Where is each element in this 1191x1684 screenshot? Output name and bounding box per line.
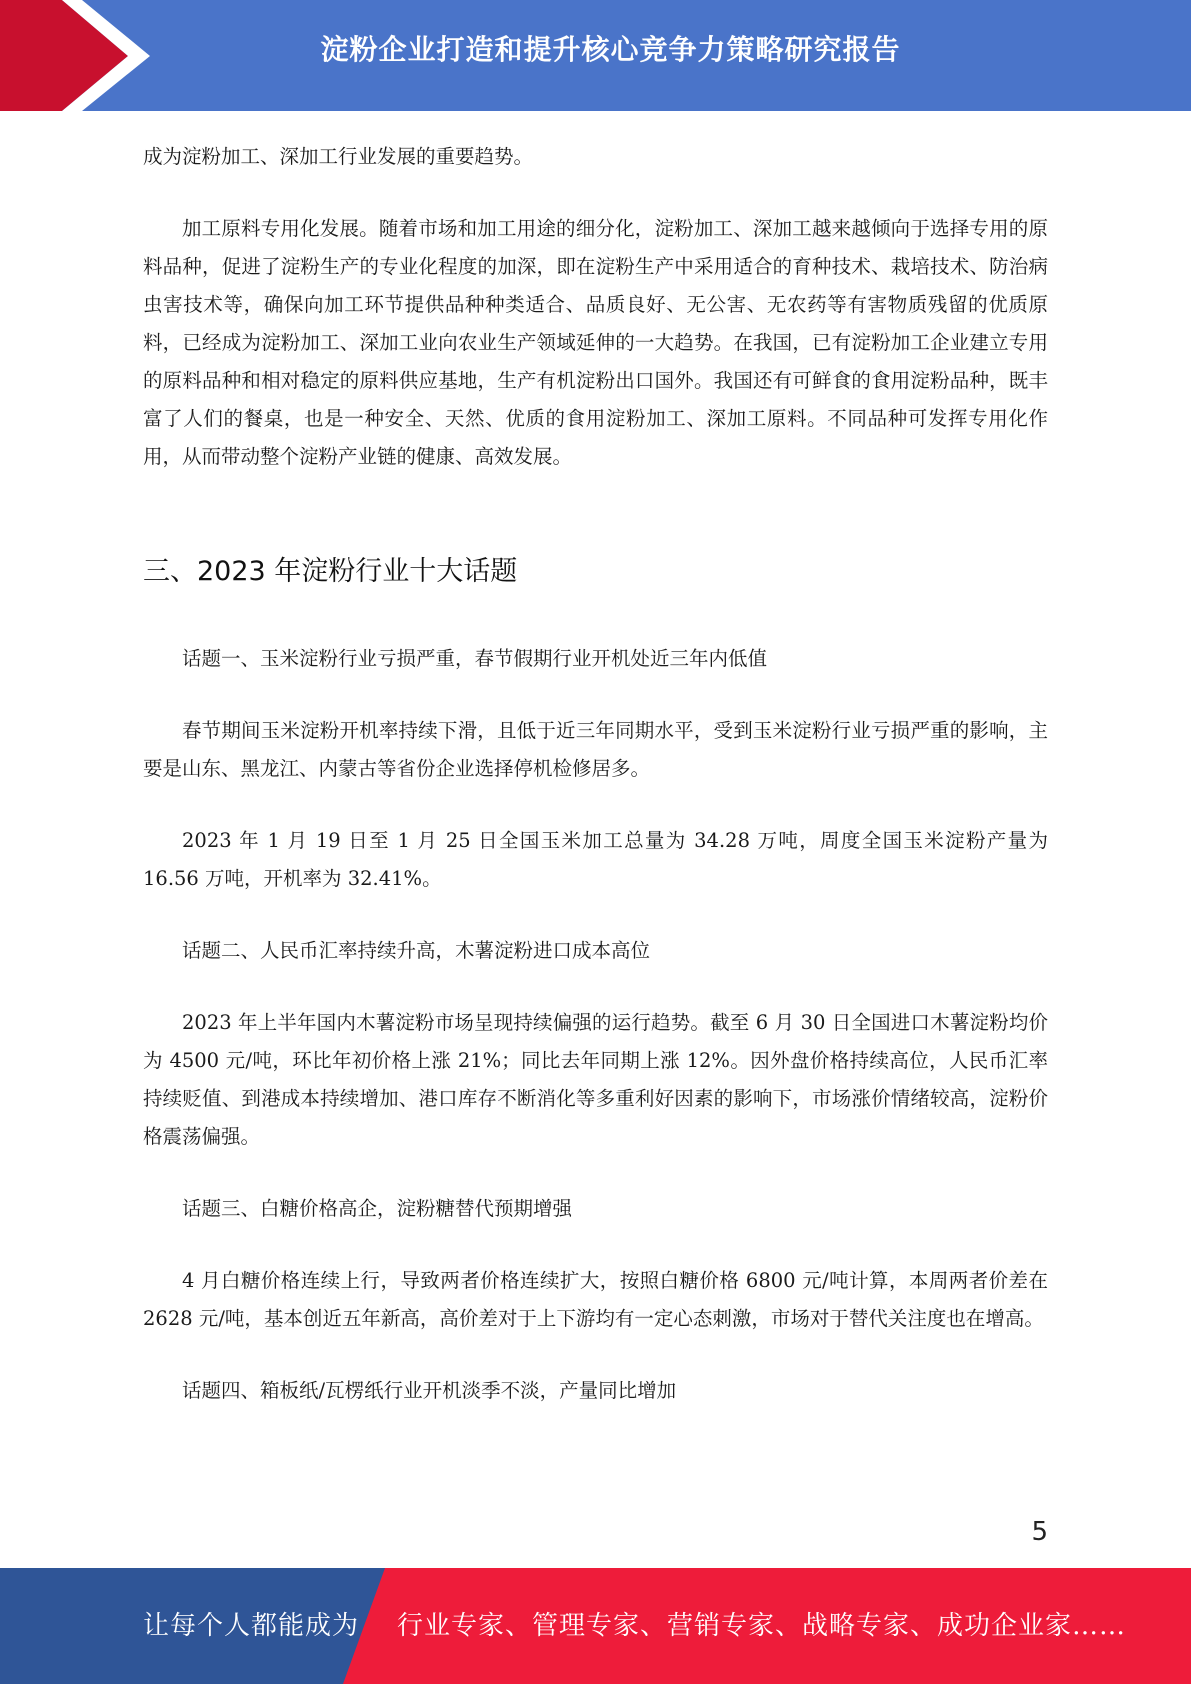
topic-4-title: 话题四、箱板纸/瓦楞纸行业开机淡季不淡，产量同比增加 [182,1379,677,1402]
page-content [143,138,1048,1410]
paragraph-continuation: 成为淀粉加工、深加工行业发展的重要趋势。 [143,145,534,168]
footer-slogan-left: 让每个人都能成为 [143,1611,360,1641]
topic-2-paragraph: 2023 年上半年国内木薯淀粉市场呈现持续偏强的运行趋势。截至 6 月 30 日全国进口木薯淀粉均价为 4500 元/吨，环比年初价格上涨 21%；同比去年同期上涨 12%。因外盘价格持续高位，人民币汇率持续贬值、到港成本持续增加、港口库存不断消化等多重利好因素的影响下，市场涨价情绪较高，淀粉价格震荡偏强。 [143,1011,1048,1148]
topic-1-title: 话题一、玉米淀粉行业亏损严重，春节假期行业开机处近三年内低值 [182,647,768,670]
page-header [0,0,1191,111]
topic-1-paragraph-2: 2023 年 1 月 19 日至 1 月 25 日全国玉米加工总量为 34.28 万吨，周度全国玉米淀粉产量为16.56 万吨，开机率为 32.41%。 [143,829,1048,890]
page-footer [0,1568,1191,1684]
page-number: 5 [1031,1517,1048,1547]
topic-3-paragraph: 4 月白糖价格连续上行，导致两者价格连续扩大，按照白糖价格 6800 元/吨计算，本周两者价差在 2628 元/吨，基本创近五年新高，高价差对于上下游均有一定心态刺激，市场对于替代关注度也在增高。 [143,1269,1048,1330]
footer-slogan-right: 行业专家、管理专家、营销专家、战略专家、成功企业家…… [397,1611,1127,1641]
paragraph-raw-material-specialization: 加工原料专用化发展。随着市场和加工用途的细分化，淀粉加工、深加工越来越倾向于选择专用的原料品种，促进了淀粉生产的专业化程度的加深，即在淀粉生产中采用适合的育种技术、栽培技术、防治病虫害技术等，确保向加工环节提供品种种类适合、品质良好、无公害、无农药等有害物质残留的优质原料，已经成为淀粉加工、深加工业向农业生产领域延伸的一大趋势。在我国，已有淀粉加工企业建立专用的原料品种和相对稳定的原料供应基地，生产有机淀粉出口国外。我国还有可鲜食的食用淀粉品种，既丰富了人们的餐桌，也是一种安全、天然、优质的食用淀粉加工、深加工原料。不同品种可发挥专用化作用，从而带动整个淀粉产业链的健康、高效发展。 [143,217,1048,468]
topic-2-title: 话题二、人民币汇率持续升高，木薯淀粉进口成本高位 [182,939,651,962]
report-title: 淀粉企业打造和提升核心竞争力策略研究报告 [320,33,901,66]
header-red-arrow [0,0,128,111]
topic-3-title: 话题三、白糖价格高企，淀粉糖替代预期增强 [182,1197,573,1220]
section-heading: 三、2023 年淀粉行业十大话题 [143,556,518,587]
topic-1-paragraph-1: 春节期间玉米淀粉开机率持续下滑，且低于近三年同期水平，受到玉米淀粉行业亏损严重的影响，主要是山东、黑龙江、内蒙古等省份企业选择停机检修居多。 [143,719,1048,780]
